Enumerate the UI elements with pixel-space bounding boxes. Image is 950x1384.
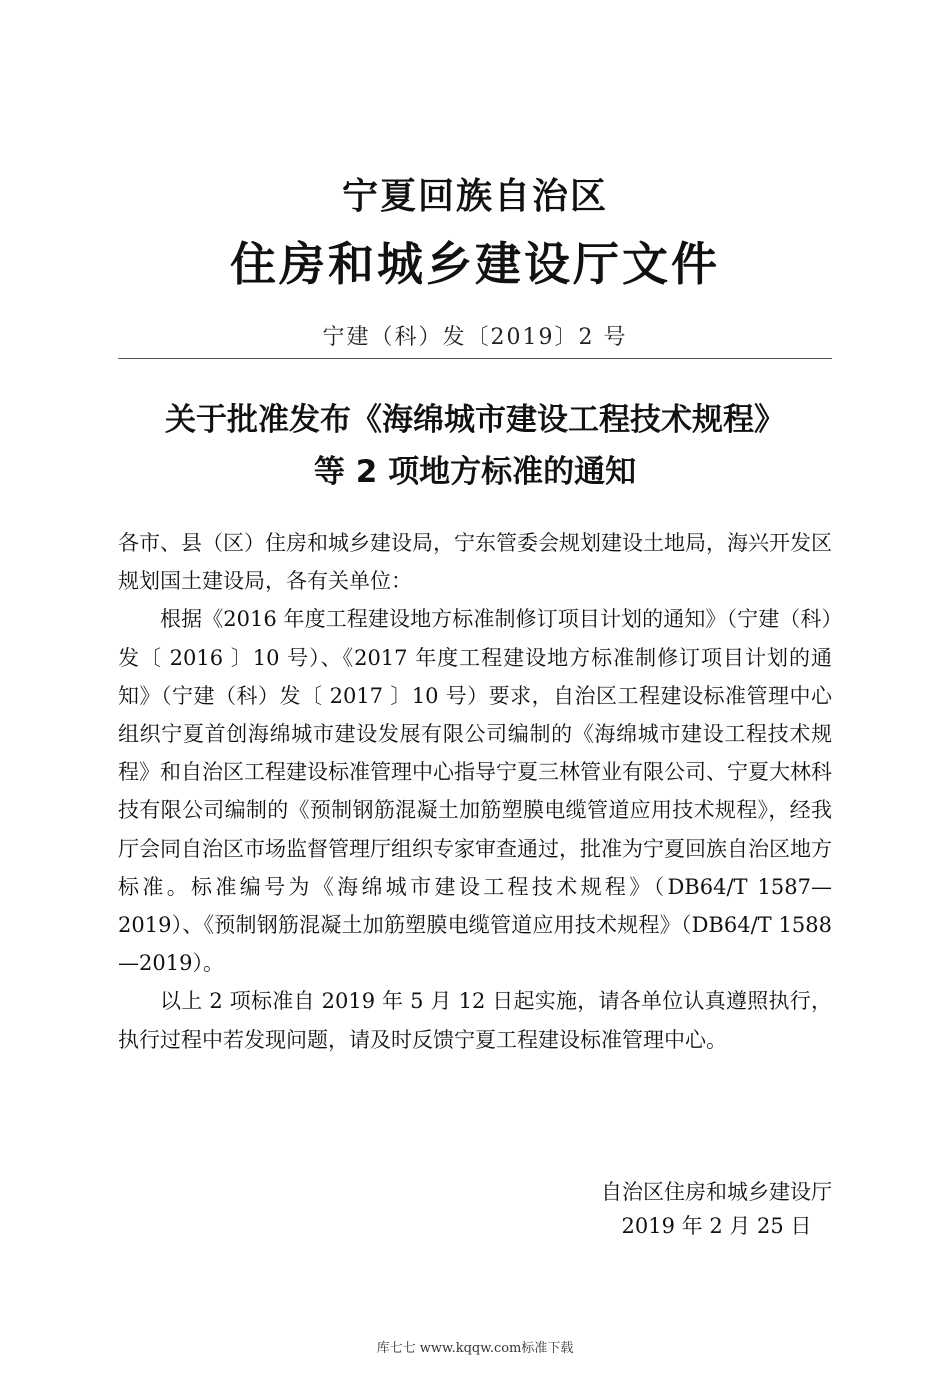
body-paragraph-1: 根据《2016 年度工程建设地方标准制修订项目计划的通知》（宁建（科）发〔 2016 〕10 号）、《2017 年度工程建设地方标准制修订项目计划的通知》（宁建（科）发〔 2017 〕10 号）要求，自治区工程建设标准管理中心组织宁夏首创海绵城市建设发展有限公司编制的《海绵城市建设工程技术规程》和自治区工程建设标准管理中心指导宁夏三林管业有限公司、宁夏大林科技有限公司编制的《预制钢筋混凝土加筋塑膜电缆管道应用技术规程》，经我厅会同自治区市场监督管理厅组织专家审查通过，批准为宁夏回族自治区地方标准。标准编号为《海绵城市建设工程技术规程》（DB64/T 1587—2019）、《预制钢筋混凝土加筋塑膜电缆管道应用技术规程》（DB64/T 1588—2019）。: [118, 607, 832, 976]
header-divider: [118, 358, 832, 359]
notice-title-line2: 等 2 项地方标准的通知: [313, 454, 637, 490]
document-type-heading: 住房和城乡建设厅文件: [230, 237, 720, 291]
footer-watermark: 库七七 www.kqqw.com标准下载: [376, 1341, 574, 1356]
notice-title-line1: 关于批准发布《海绵城市建设工程技术规程》: [165, 402, 785, 438]
signature-block: [601, 1175, 832, 1243]
signature-date: 2019 年 2 月 25 日: [621, 1214, 812, 1238]
issuer-name: 宁夏回族自治区: [341, 175, 608, 217]
body-paragraph-2: 以上 2 项标准自 2019 年 5 月 12 日起实施，请各单位认真遵照执行，执行过程中若发现问题，请及时反馈宁夏工程建设标准管理中心。: [118, 989, 832, 1052]
addressees: 各市、县（区）住房和城乡建设局，宁东管委会规划建设土地局，海兴开发区规划国土建设局，各有关单位：: [118, 531, 832, 594]
notice-body: [118, 524, 832, 1059]
signature-organization: 自治区住房和城乡建设厅: [601, 1180, 832, 1204]
document-number: 宁建（科）发〔2019〕2 号: [322, 325, 628, 350]
